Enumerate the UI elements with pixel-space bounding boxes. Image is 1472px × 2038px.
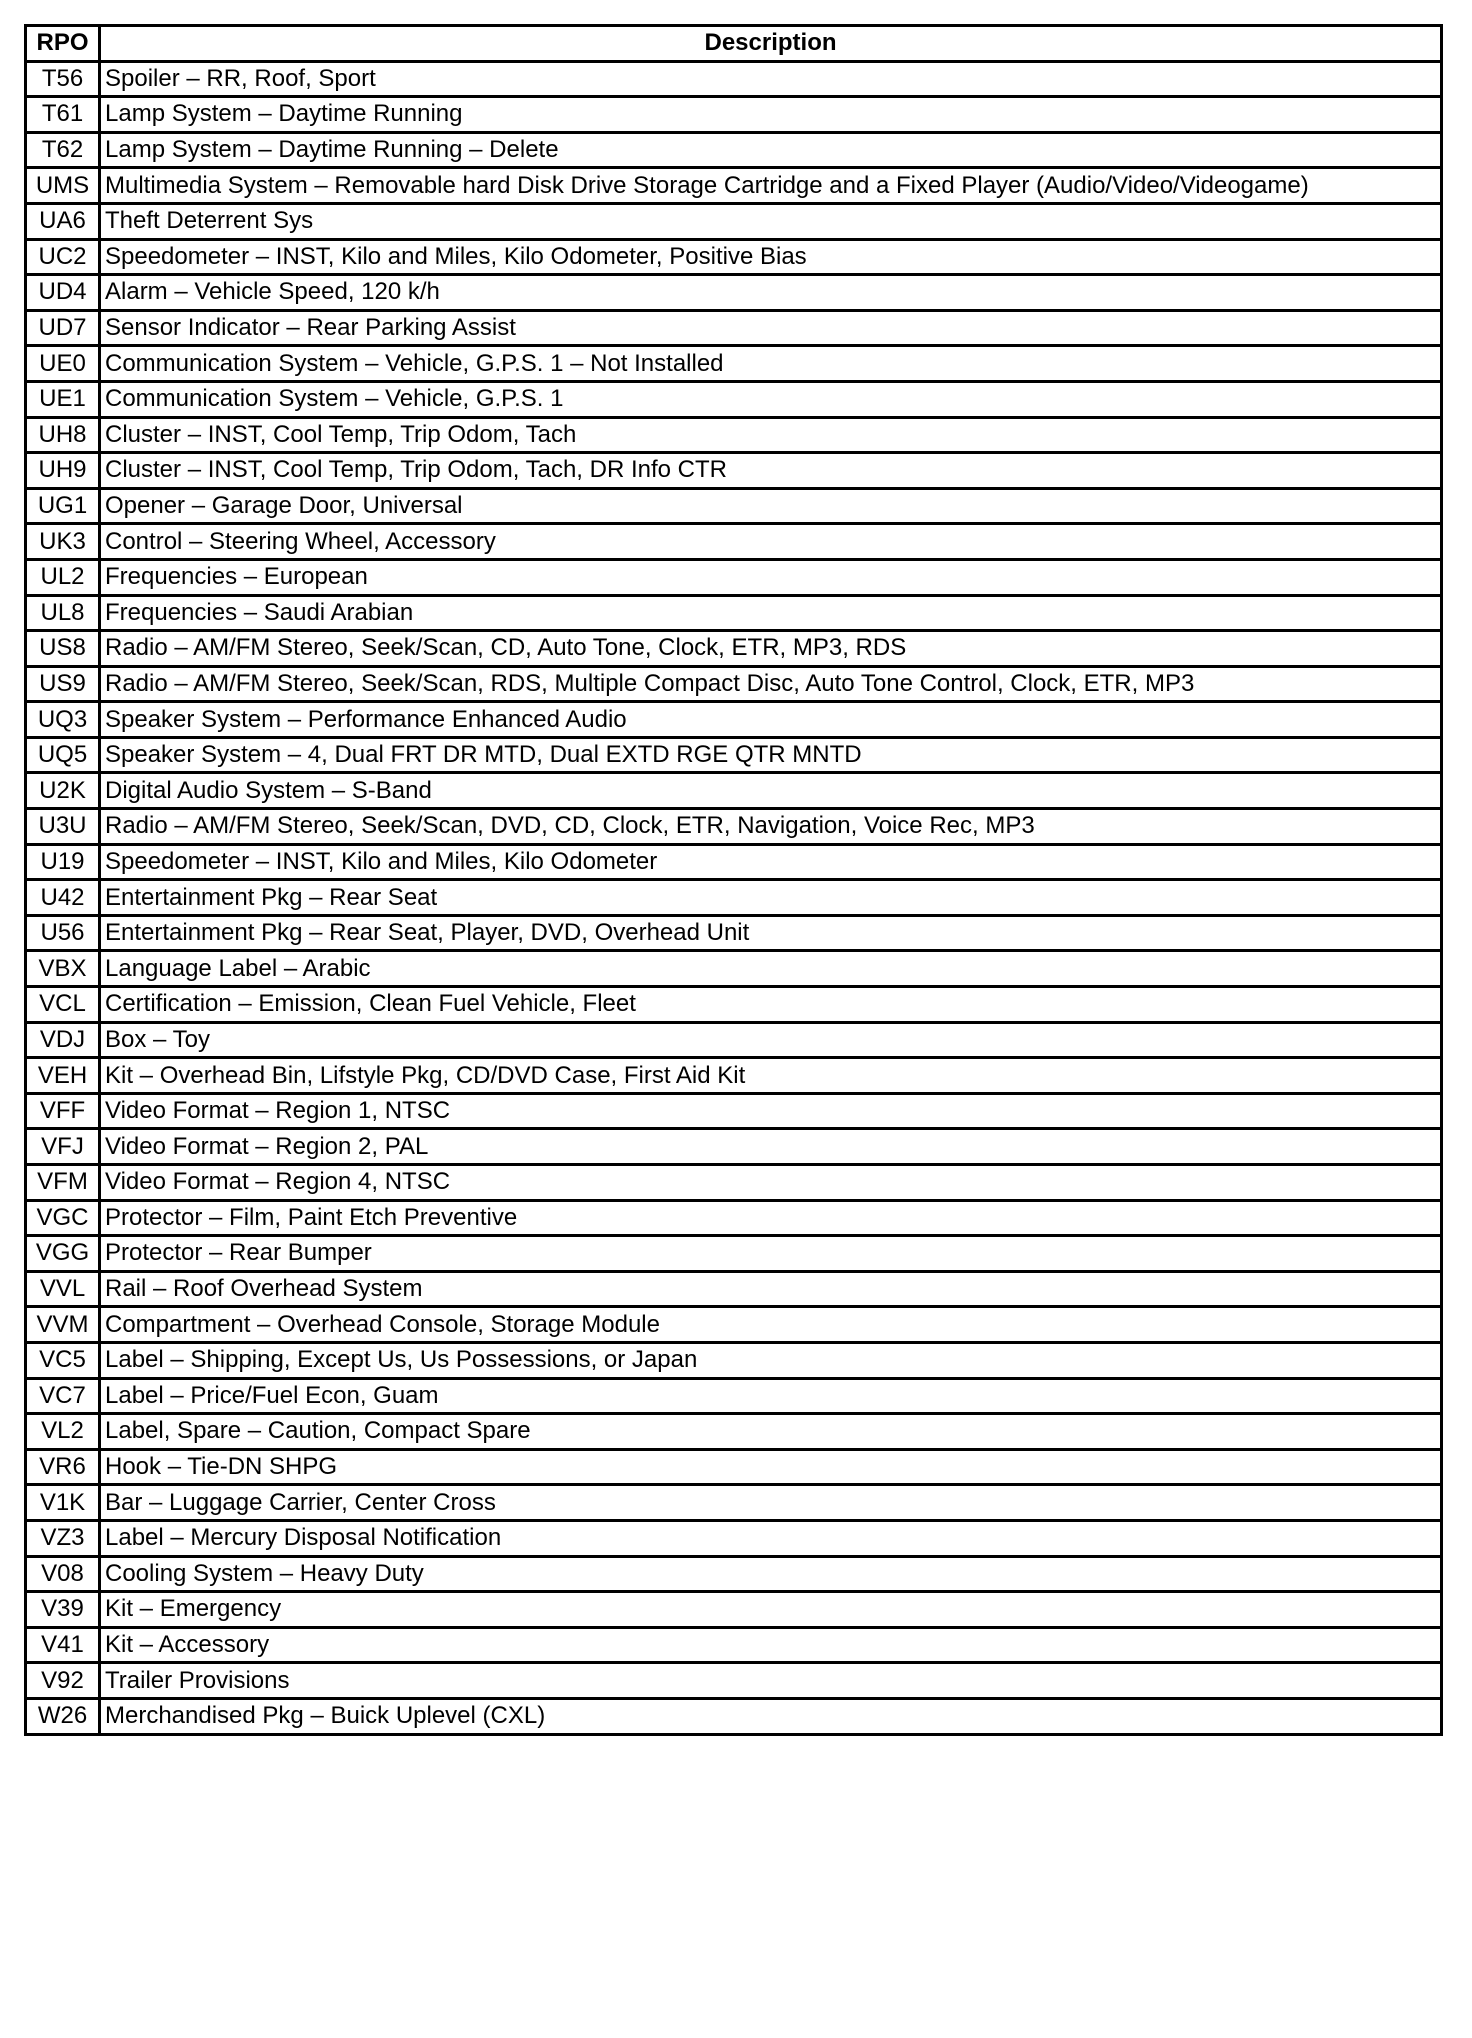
- rpo-description: Radio – AM/FM Stereo, Seek/Scan, RDS, Multiple Compact Disc, Auto Tone Control, Clock, ETR, MP3: [100, 666, 1442, 702]
- rpo-description: Lamp System – Daytime Running – Delete: [100, 132, 1442, 168]
- rpo-code: UE1: [26, 381, 100, 417]
- rpo-description: Protector – Film, Paint Etch Preventive: [100, 1200, 1442, 1236]
- table-row: [26, 381, 1442, 417]
- rpo-description: Protector – Rear Bumper: [100, 1236, 1442, 1272]
- rpo-code: VDJ: [26, 1022, 100, 1058]
- table-row: [26, 453, 1442, 489]
- rpo-code: VVM: [26, 1307, 100, 1343]
- rpo-code: UH9: [26, 453, 100, 489]
- rpo-code: W26: [26, 1698, 100, 1734]
- rpo-description: Cluster – INST, Cool Temp, Trip Odom, Tach, DR Info CTR: [100, 453, 1442, 489]
- rpo-code: V39: [26, 1592, 100, 1628]
- rpo-description: Certification – Emission, Clean Fuel Vehicle, Fleet: [100, 987, 1442, 1023]
- rpo-description: Lamp System – Daytime Running: [100, 97, 1442, 133]
- table-row: [26, 61, 1442, 97]
- rpo-description: Box – Toy: [100, 1022, 1442, 1058]
- rpo-code: UMS: [26, 168, 100, 204]
- header-description: Description: [100, 26, 1442, 62]
- rpo-code: UH8: [26, 417, 100, 453]
- table-row: [26, 1592, 1442, 1628]
- rpo-description: Kit – Emergency: [100, 1592, 1442, 1628]
- rpo-code: UC2: [26, 239, 100, 275]
- rpo-code: VEH: [26, 1058, 100, 1094]
- table-body: [26, 61, 1442, 1734]
- rpo-code: UD7: [26, 310, 100, 346]
- rpo-description: Multimedia System – Removable hard Disk Drive Storage Cartridge and a Fixed Player (Audio/Video/Videogame): [100, 168, 1442, 204]
- rpo-description: Hook – Tie-DN SHPG: [100, 1449, 1442, 1485]
- rpo-description: Cluster – INST, Cool Temp, Trip Odom, Tach: [100, 417, 1442, 453]
- rpo-description: Merchandised Pkg – Buick Uplevel (CXL): [100, 1698, 1442, 1734]
- table-row: [26, 595, 1442, 631]
- rpo-description: Video Format – Region 2, PAL: [100, 1129, 1442, 1165]
- rpo-description: Bar – Luggage Carrier, Center Cross: [100, 1485, 1442, 1521]
- rpo-description: Communication System – Vehicle, G.P.S. 1 – Not Installed: [100, 346, 1442, 382]
- rpo-description: Label – Shipping, Except Us, Us Possessions, or Japan: [100, 1342, 1442, 1378]
- table-row: [26, 915, 1442, 951]
- rpo-description: Communication System – Vehicle, G.P.S. 1: [100, 381, 1442, 417]
- rpo-description: Opener – Garage Door, Universal: [100, 488, 1442, 524]
- rpo-description: Digital Audio System – S-Band: [100, 773, 1442, 809]
- rpo-code: VFM: [26, 1165, 100, 1201]
- rpo-description: Frequencies – European: [100, 559, 1442, 595]
- rpo-code: VFJ: [26, 1129, 100, 1165]
- rpo-code: U56: [26, 915, 100, 951]
- rpo-code: UG1: [26, 488, 100, 524]
- rpo-code: VGG: [26, 1236, 100, 1272]
- table-row: [26, 417, 1442, 453]
- rpo-code: V1K: [26, 1485, 100, 1521]
- rpo-description: Control – Steering Wheel, Accessory: [100, 524, 1442, 560]
- rpo-code: VFF: [26, 1093, 100, 1129]
- table-row: [26, 346, 1442, 382]
- table-row: [26, 168, 1442, 204]
- rpo-description: Speedometer – INST, Kilo and Miles, Kilo Odometer: [100, 844, 1442, 880]
- rpo-code: VL2: [26, 1414, 100, 1450]
- rpo-description: Trailer Provisions: [100, 1663, 1442, 1699]
- rpo-code: VC7: [26, 1378, 100, 1414]
- table-row: [26, 1307, 1442, 1343]
- table-row: [26, 880, 1442, 916]
- rpo-description: Entertainment Pkg – Rear Seat: [100, 880, 1442, 916]
- rpo-code: UQ3: [26, 702, 100, 738]
- table-row: [26, 310, 1442, 346]
- table-row: [26, 666, 1442, 702]
- table-row: [26, 1271, 1442, 1307]
- table-row: [26, 1627, 1442, 1663]
- rpo-code: VVL: [26, 1271, 100, 1307]
- table-row: [26, 631, 1442, 667]
- rpo-code: US9: [26, 666, 100, 702]
- rpo-description: Kit – Overhead Bin, Lifstyle Pkg, CD/DVD Case, First Aid Kit: [100, 1058, 1442, 1094]
- rpo-code: UK3: [26, 524, 100, 560]
- rpo-description: Radio – AM/FM Stereo, Seek/Scan, DVD, CD, Clock, ETR, Navigation, Voice Rec, MP3: [100, 809, 1442, 845]
- rpo-code: U19: [26, 844, 100, 880]
- rpo-description: Rail – Roof Overhead System: [100, 1271, 1442, 1307]
- table-row: [26, 1236, 1442, 1272]
- rpo-description: Label – Mercury Disposal Notification: [100, 1520, 1442, 1556]
- table-row: [26, 203, 1442, 239]
- table-row: [26, 1129, 1442, 1165]
- rpo-description: Video Format – Region 4, NTSC: [100, 1165, 1442, 1201]
- rpo-code: T56: [26, 61, 100, 97]
- rpo-code: T61: [26, 97, 100, 133]
- header-rpo: RPO: [26, 26, 100, 62]
- rpo-code: VC5: [26, 1342, 100, 1378]
- rpo-description: Language Label – Arabic: [100, 951, 1442, 987]
- rpo-table: [24, 24, 1443, 1736]
- table-row: [26, 488, 1442, 524]
- table-row: [26, 1200, 1442, 1236]
- table-row: [26, 1485, 1442, 1521]
- rpo-description: Compartment – Overhead Console, Storage Module: [100, 1307, 1442, 1343]
- rpo-code: UE0: [26, 346, 100, 382]
- rpo-description: Cooling System – Heavy Duty: [100, 1556, 1442, 1592]
- rpo-description: Label – Price/Fuel Econ, Guam: [100, 1378, 1442, 1414]
- table-row: [26, 1449, 1442, 1485]
- table-row: [26, 132, 1442, 168]
- table-row: [26, 559, 1442, 595]
- table-row: [26, 1165, 1442, 1201]
- rpo-description: Frequencies – Saudi Arabian: [100, 595, 1442, 631]
- table-row: [26, 773, 1442, 809]
- rpo-table-container: [24, 24, 1440, 1736]
- rpo-description: Spoiler – RR, Roof, Sport: [100, 61, 1442, 97]
- rpo-code: UL2: [26, 559, 100, 595]
- rpo-description: Speaker System – Performance Enhanced Audio: [100, 702, 1442, 738]
- rpo-code: VR6: [26, 1449, 100, 1485]
- rpo-code: U42: [26, 880, 100, 916]
- rpo-description: Theft Deterrent Sys: [100, 203, 1442, 239]
- rpo-code: VCL: [26, 987, 100, 1023]
- table-row: [26, 97, 1442, 133]
- table-row: [26, 951, 1442, 987]
- table-row: [26, 275, 1442, 311]
- table-row: [26, 1093, 1442, 1129]
- rpo-code: V92: [26, 1663, 100, 1699]
- table-row: [26, 1556, 1442, 1592]
- rpo-description: Sensor Indicator – Rear Parking Assist: [100, 310, 1442, 346]
- rpo-code: UL8: [26, 595, 100, 631]
- rpo-description: Label, Spare – Caution, Compact Spare: [100, 1414, 1442, 1450]
- table-row: [26, 524, 1442, 560]
- rpo-description: Alarm – Vehicle Speed, 120 k/h: [100, 275, 1442, 311]
- rpo-description: Video Format – Region 1, NTSC: [100, 1093, 1442, 1129]
- table-header: [26, 26, 1442, 62]
- table-row: [26, 1698, 1442, 1734]
- table-row: [26, 239, 1442, 275]
- rpo-code: V41: [26, 1627, 100, 1663]
- table-row: [26, 1378, 1442, 1414]
- table-row: [26, 987, 1442, 1023]
- rpo-code: UA6: [26, 203, 100, 239]
- rpo-description: Entertainment Pkg – Rear Seat, Player, DVD, Overhead Unit: [100, 915, 1442, 951]
- rpo-description: Radio – AM/FM Stereo, Seek/Scan, CD, Auto Tone, Clock, ETR, MP3, RDS: [100, 631, 1442, 667]
- rpo-code: VZ3: [26, 1520, 100, 1556]
- rpo-code: VBX: [26, 951, 100, 987]
- table-row: [26, 1414, 1442, 1450]
- table-row: [26, 809, 1442, 845]
- rpo-description: Speedometer – INST, Kilo and Miles, Kilo Odometer, Positive Bias: [100, 239, 1442, 275]
- table-row: [26, 1520, 1442, 1556]
- table-row: [26, 1022, 1442, 1058]
- header-row: [26, 26, 1442, 62]
- rpo-code: T62: [26, 132, 100, 168]
- table-row: [26, 702, 1442, 738]
- rpo-code: V08: [26, 1556, 100, 1592]
- rpo-description: Kit – Accessory: [100, 1627, 1442, 1663]
- table-row: [26, 1058, 1442, 1094]
- rpo-code: U3U: [26, 809, 100, 845]
- rpo-description: Speaker System – 4, Dual FRT DR MTD, Dual EXTD RGE QTR MNTD: [100, 737, 1442, 773]
- table-row: [26, 844, 1442, 880]
- table-row: [26, 737, 1442, 773]
- rpo-code: US8: [26, 631, 100, 667]
- rpo-code: VGC: [26, 1200, 100, 1236]
- rpo-code: U2K: [26, 773, 100, 809]
- table-row: [26, 1342, 1442, 1378]
- table-row: [26, 1663, 1442, 1699]
- rpo-code: UD4: [26, 275, 100, 311]
- rpo-code: UQ5: [26, 737, 100, 773]
